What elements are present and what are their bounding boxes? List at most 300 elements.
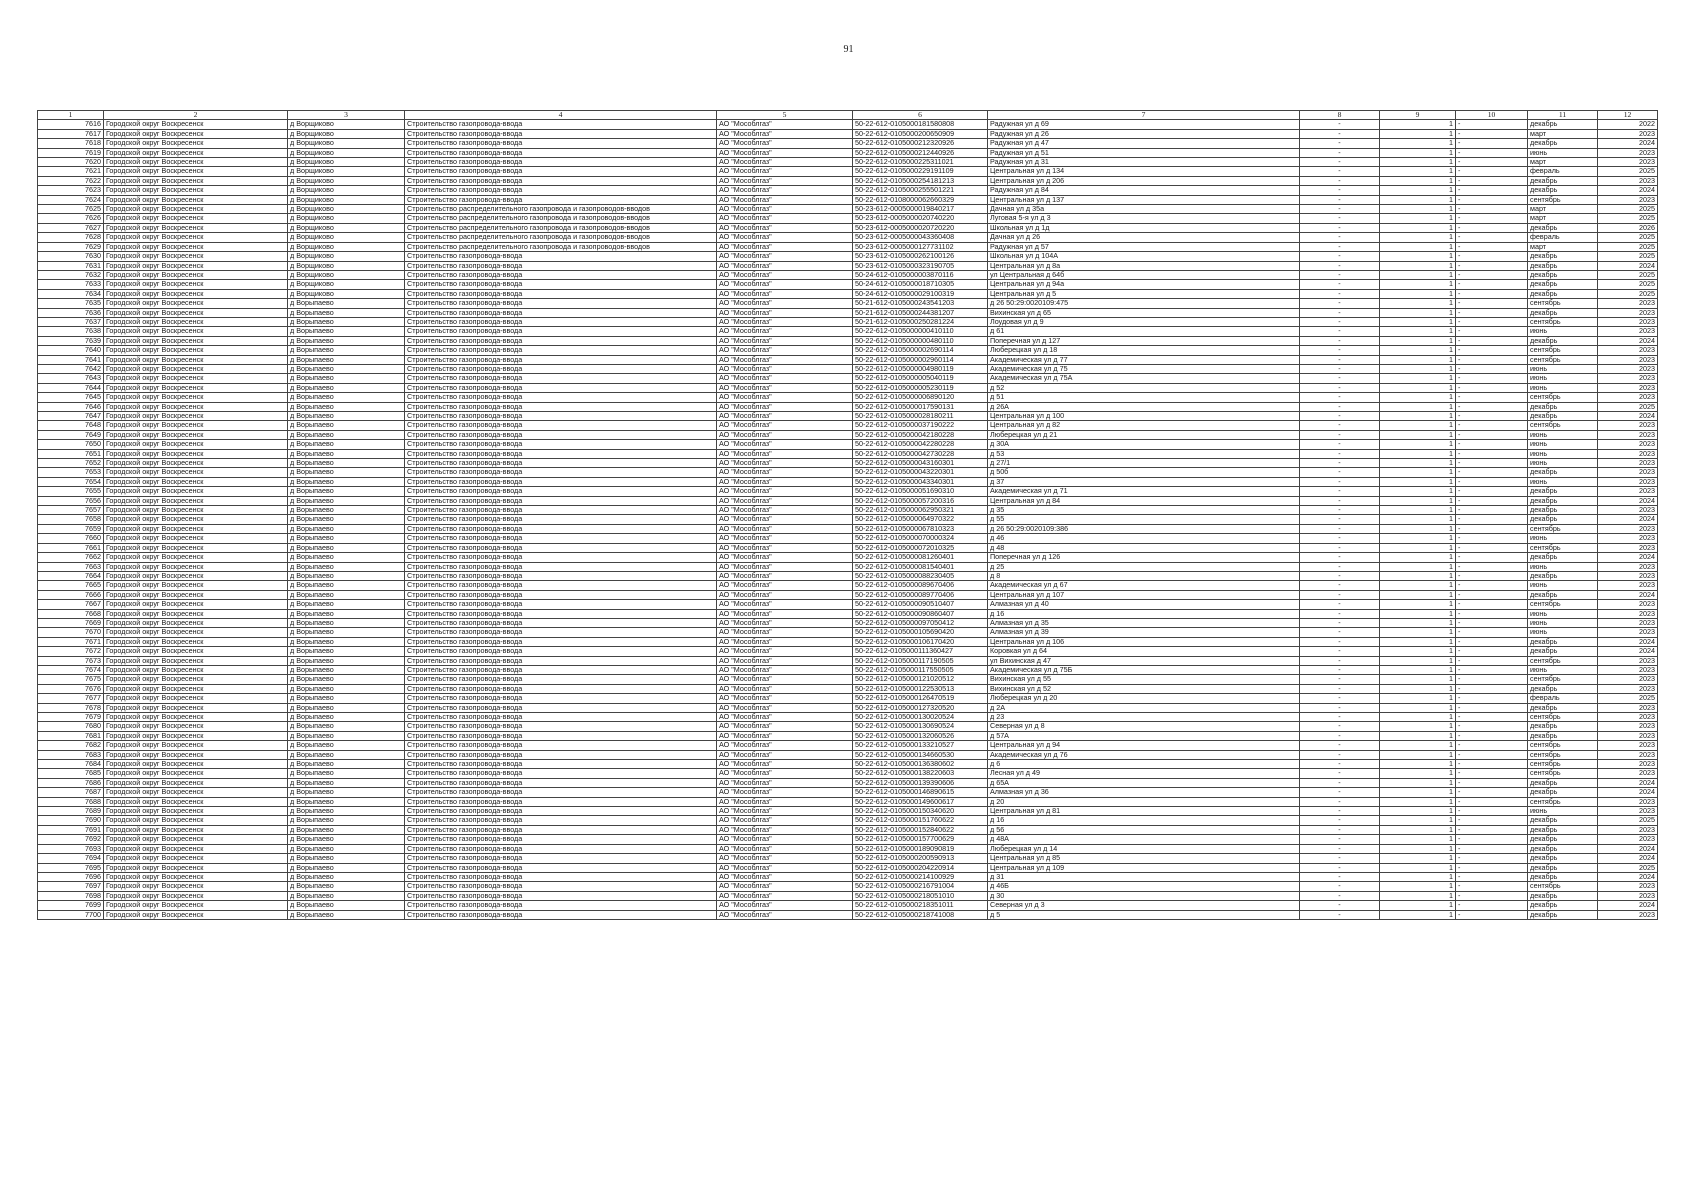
cell-quantity: 1 xyxy=(1380,684,1456,693)
cell-row-number: 7689 xyxy=(38,807,104,816)
cell-col-8: - xyxy=(1300,816,1380,825)
cell-settlement: д Ворыпаево xyxy=(288,656,405,665)
cell-municipality: Городской округ Воскресенск xyxy=(104,600,288,609)
table-row xyxy=(38,553,1658,562)
cell-organization: АО "Мособлгаз" xyxy=(717,553,853,562)
cell-col-10: - xyxy=(1456,186,1528,195)
registry-table xyxy=(37,110,1658,920)
cell-row-number: 7682 xyxy=(38,741,104,750)
cell-row-number: 7631 xyxy=(38,261,104,270)
cell-request-number: 50-22-612-0105000002960114 xyxy=(853,355,988,364)
cell-year: 2025 xyxy=(1598,280,1658,289)
table-row xyxy=(38,807,1658,816)
cell-settlement: д Ворщиково xyxy=(288,280,405,289)
cell-settlement: д Ворыпаево xyxy=(288,637,405,646)
cell-year: 2023 xyxy=(1598,430,1658,439)
cell-request-number: 50-22-612-0105000181580808 xyxy=(853,120,988,129)
cell-row-number: 7678 xyxy=(38,703,104,712)
table-row xyxy=(38,327,1658,336)
cell-settlement: д Ворщиково xyxy=(288,167,405,176)
cell-request-number: 50-22-612-0105000225311021 xyxy=(853,158,988,167)
cell-settlement: д Ворыпаево xyxy=(288,703,405,712)
cell-month: сентябрь xyxy=(1528,600,1598,609)
cell-quantity: 1 xyxy=(1380,299,1456,308)
cell-work-type: Строительство газопровода-ввода xyxy=(405,477,717,486)
cell-address: д 48 xyxy=(988,543,1300,552)
cell-request-number: 50-22-612-0105000117190505 xyxy=(853,656,988,665)
table-body xyxy=(38,120,1658,920)
cell-year: 2024 xyxy=(1598,412,1658,421)
table-row xyxy=(38,515,1658,524)
cell-col-10: - xyxy=(1456,506,1528,515)
cell-municipality: Городской округ Воскресенск xyxy=(104,374,288,383)
cell-request-number: 50-22-612-0105000216791004 xyxy=(853,882,988,891)
cell-year: 2023 xyxy=(1598,760,1658,769)
cell-month: март xyxy=(1528,205,1598,214)
cell-row-number: 7668 xyxy=(38,609,104,618)
cell-col-10: - xyxy=(1456,515,1528,524)
cell-settlement: д Ворыпаево xyxy=(288,750,405,759)
cell-col-8: - xyxy=(1300,195,1380,204)
cell-row-number: 7681 xyxy=(38,731,104,740)
cell-address: д 51 xyxy=(988,393,1300,402)
cell-row-number: 7630 xyxy=(38,252,104,261)
cell-municipality: Городской округ Воскресенск xyxy=(104,609,288,618)
cell-municipality: Городской округ Воскресенск xyxy=(104,722,288,731)
cell-organization: АО "Мособлгаз" xyxy=(717,797,853,806)
cell-address: Радужная ул д 69 xyxy=(988,120,1300,129)
cell-year: 2023 xyxy=(1598,346,1658,355)
cell-col-10: - xyxy=(1456,760,1528,769)
cell-year: 2024 xyxy=(1598,872,1658,881)
cell-quantity: 1 xyxy=(1380,346,1456,355)
cell-row-number: 7645 xyxy=(38,393,104,402)
cell-settlement: д Ворыпаево xyxy=(288,788,405,797)
cell-year: 2023 xyxy=(1598,703,1658,712)
cell-year: 2024 xyxy=(1598,139,1658,148)
cell-settlement: д Ворщиково xyxy=(288,233,405,242)
cell-month: июнь xyxy=(1528,440,1598,449)
cell-month: декабрь xyxy=(1528,506,1598,515)
cell-organization: АО "Мособлгаз" xyxy=(717,628,853,637)
cell-quantity: 1 xyxy=(1380,825,1456,834)
cell-municipality: Городской округ Воскресенск xyxy=(104,459,288,468)
cell-year: 2025 xyxy=(1598,205,1658,214)
table-row xyxy=(38,524,1658,533)
cell-month: декабрь xyxy=(1528,825,1598,834)
table-row xyxy=(38,665,1658,674)
cell-year: 2024 xyxy=(1598,844,1658,853)
cell-organization: АО "Мособлгаз" xyxy=(717,167,853,176)
cell-year: 2023 xyxy=(1598,308,1658,317)
cell-municipality: Городской округ Воскресенск xyxy=(104,750,288,759)
cell-municipality: Городской округ Воскресенск xyxy=(104,825,288,834)
cell-year: 2025 xyxy=(1598,242,1658,251)
cell-settlement: д Ворщиково xyxy=(288,139,405,148)
cell-month: сентябрь xyxy=(1528,195,1598,204)
cell-year: 2024 xyxy=(1598,637,1658,646)
cell-row-number: 7680 xyxy=(38,722,104,731)
cell-work-type: Строительство газопровода-ввода xyxy=(405,816,717,825)
cell-organization: АО "Мособлгаз" xyxy=(717,383,853,392)
cell-organization: АО "Мособлгаз" xyxy=(717,496,853,505)
cell-month: сентябрь xyxy=(1528,317,1598,326)
cell-address: ул Вихинская д 47 xyxy=(988,656,1300,665)
cell-quantity: 1 xyxy=(1380,647,1456,656)
cell-year: 2023 xyxy=(1598,355,1658,364)
cell-year: 2024 xyxy=(1598,496,1658,505)
cell-quantity: 1 xyxy=(1380,515,1456,524)
cell-col-8: - xyxy=(1300,854,1380,863)
cell-col-10: - xyxy=(1456,120,1528,129)
cell-address: д 46Б xyxy=(988,882,1300,891)
cell-settlement: д Ворыпаево xyxy=(288,506,405,515)
cell-year: 2023 xyxy=(1598,835,1658,844)
cell-month: декабрь xyxy=(1528,778,1598,787)
cell-address: Центральная ул д 206 xyxy=(988,176,1300,185)
cell-settlement: д Ворыпаево xyxy=(288,713,405,722)
cell-address: Школьная ул д 1д xyxy=(988,223,1300,232)
cell-col-8: - xyxy=(1300,590,1380,599)
table-row xyxy=(38,261,1658,270)
table-row xyxy=(38,430,1658,439)
cell-col-10: - xyxy=(1456,496,1528,505)
cell-work-type: Строительство газопровода-ввода xyxy=(405,524,717,533)
cell-work-type: Строительство газопровода-ввода xyxy=(405,139,717,148)
cell-col-10: - xyxy=(1456,459,1528,468)
cell-month: сентябрь xyxy=(1528,524,1598,533)
cell-request-number: 50-22-612-0108000062660329 xyxy=(853,195,988,204)
cell-month: июнь xyxy=(1528,364,1598,373)
cell-address: Поперечная ул д 127 xyxy=(988,336,1300,345)
cell-col-10: - xyxy=(1456,402,1528,411)
cell-request-number: 50-22-612-0105000212440926 xyxy=(853,148,988,157)
cell-work-type: Строительство газопровода-ввода xyxy=(405,553,717,562)
cell-col-10: - xyxy=(1456,139,1528,148)
cell-settlement: д Ворщиково xyxy=(288,158,405,167)
cell-work-type: Строительство газопровода-ввода xyxy=(405,393,717,402)
cell-organization: АО "Мособлгаз" xyxy=(717,233,853,242)
cell-row-number: 7665 xyxy=(38,581,104,590)
cell-year: 2023 xyxy=(1598,882,1658,891)
cell-row-number: 7698 xyxy=(38,891,104,900)
cell-organization: АО "Мособлгаз" xyxy=(717,760,853,769)
cell-month: декабрь xyxy=(1528,647,1598,656)
cell-municipality: Городской округ Воскресенск xyxy=(104,807,288,816)
cell-work-type: Строительство газопровода-ввода xyxy=(405,656,717,665)
cell-month: декабрь xyxy=(1528,336,1598,345)
cell-month: март xyxy=(1528,214,1598,223)
cell-organization: АО "Мособлгаз" xyxy=(717,402,853,411)
cell-col-10: - xyxy=(1456,440,1528,449)
cell-municipality: Городской округ Воскресенск xyxy=(104,910,288,919)
cell-year: 2023 xyxy=(1598,750,1658,759)
cell-year: 2023 xyxy=(1598,825,1658,834)
cell-quantity: 1 xyxy=(1380,863,1456,872)
cell-year: 2025 xyxy=(1598,214,1658,223)
cell-quantity: 1 xyxy=(1380,270,1456,279)
cell-organization: АО "Мособлгаз" xyxy=(717,807,853,816)
cell-request-number: 50-22-612-0105000005230119 xyxy=(853,383,988,392)
cell-row-number: 7690 xyxy=(38,816,104,825)
cell-col-8: - xyxy=(1300,807,1380,816)
cell-quantity: 1 xyxy=(1380,675,1456,684)
cell-municipality: Городской округ Воскресенск xyxy=(104,854,288,863)
cell-request-number: 50-22-612-0105000070000324 xyxy=(853,534,988,543)
table-row xyxy=(38,496,1658,505)
cell-month: декабрь xyxy=(1528,684,1598,693)
cell-year: 2023 xyxy=(1598,562,1658,571)
cell-row-number: 7640 xyxy=(38,346,104,355)
table-row xyxy=(38,694,1658,703)
cell-year: 2023 xyxy=(1598,534,1658,543)
cell-year: 2025 xyxy=(1598,252,1658,261)
cell-col-8: - xyxy=(1300,750,1380,759)
cell-request-number: 50-22-612-0105000200590913 xyxy=(853,854,988,863)
cell-municipality: Городской округ Воскресенск xyxy=(104,487,288,496)
table-row xyxy=(38,647,1658,656)
cell-work-type: Строительство газопровода-ввода xyxy=(405,788,717,797)
cell-month: декабрь xyxy=(1528,280,1598,289)
cell-col-8: - xyxy=(1300,252,1380,261)
cell-work-type: Строительство газопровода-ввода xyxy=(405,270,717,279)
cell-month: сентябрь xyxy=(1528,713,1598,722)
cell-work-type: Строительство распределительного газопровода и газопроводов-вводов xyxy=(405,233,717,242)
cell-organization: АО "Мособлгаз" xyxy=(717,741,853,750)
cell-organization: АО "Мособлгаз" xyxy=(717,214,853,223)
cell-year: 2023 xyxy=(1598,487,1658,496)
cell-row-number: 7644 xyxy=(38,383,104,392)
cell-address: Поперечная ул д 126 xyxy=(988,553,1300,562)
cell-col-10: - xyxy=(1456,261,1528,270)
cell-work-type: Строительство газопровода-ввода xyxy=(405,120,717,129)
cell-month: сентябрь xyxy=(1528,543,1598,552)
cell-municipality: Городской округ Воскресенск xyxy=(104,694,288,703)
cell-year: 2023 xyxy=(1598,543,1658,552)
cell-municipality: Городской округ Воскресенск xyxy=(104,355,288,364)
cell-work-type: Строительство газопровода-ввода xyxy=(405,872,717,881)
cell-year: 2023 xyxy=(1598,148,1658,157)
cell-address: Дачная ул д 35а xyxy=(988,205,1300,214)
cell-address: Центральная ул д 107 xyxy=(988,590,1300,599)
cell-work-type: Строительство газопровода-ввода xyxy=(405,713,717,722)
cell-work-type: Строительство распределительного газопровода и газопроводов-вводов xyxy=(405,223,717,232)
cell-col-10: - xyxy=(1456,308,1528,317)
cell-col-8: - xyxy=(1300,327,1380,336)
table-row xyxy=(38,656,1658,665)
cell-organization: АО "Мособлгаз" xyxy=(717,186,853,195)
cell-address: д 65А xyxy=(988,778,1300,787)
table-row xyxy=(38,618,1658,627)
cell-col-10: - xyxy=(1456,252,1528,261)
cell-row-number: 7662 xyxy=(38,553,104,562)
cell-col-10: - xyxy=(1456,703,1528,712)
cell-organization: АО "Мособлгаз" xyxy=(717,139,853,148)
cell-row-number: 7649 xyxy=(38,430,104,439)
cell-organization: АО "Мособлгаз" xyxy=(717,562,853,571)
cell-work-type: Строительство газопровода-ввода xyxy=(405,609,717,618)
cell-settlement: д Ворыпаево xyxy=(288,891,405,900)
cell-address: д 55 xyxy=(988,515,1300,524)
cell-col-10: - xyxy=(1456,487,1528,496)
cell-row-number: 7626 xyxy=(38,214,104,223)
cell-year: 2023 xyxy=(1598,449,1658,458)
table-row xyxy=(38,383,1658,392)
cell-settlement: д Ворыпаево xyxy=(288,581,405,590)
cell-organization: АО "Мособлгаз" xyxy=(717,195,853,204)
cell-row-number: 7653 xyxy=(38,468,104,477)
cell-row-number: 7671 xyxy=(38,637,104,646)
cell-organization: АО "Мособлгаз" xyxy=(717,430,853,439)
table-row xyxy=(38,186,1658,195)
cell-col-10: - xyxy=(1456,910,1528,919)
cell-settlement: д Ворыпаево xyxy=(288,317,405,326)
cell-work-type: Строительство газопровода-ввода xyxy=(405,571,717,580)
cell-organization: АО "Мособлгаз" xyxy=(717,722,853,731)
cell-month: декабрь xyxy=(1528,412,1598,421)
cell-work-type: Строительство газопровода-ввода xyxy=(405,910,717,919)
cell-col-8: - xyxy=(1300,176,1380,185)
cell-year: 2023 xyxy=(1598,722,1658,731)
cell-quantity: 1 xyxy=(1380,506,1456,515)
cell-col-8: - xyxy=(1300,778,1380,787)
cell-address: Алмазная ул д 39 xyxy=(988,628,1300,637)
cell-row-number: 7654 xyxy=(38,477,104,486)
cell-organization: АО "Мособлгаз" xyxy=(717,675,853,684)
cell-month: февраль xyxy=(1528,167,1598,176)
cell-address: Центральная ул д 137 xyxy=(988,195,1300,204)
cell-month: декабрь xyxy=(1528,901,1598,910)
cell-work-type: Строительство газопровода-ввода xyxy=(405,534,717,543)
cell-work-type: Строительство газопровода-ввода xyxy=(405,694,717,703)
cell-col-10: - xyxy=(1456,167,1528,176)
cell-organization: АО "Мособлгаз" xyxy=(717,600,853,609)
cell-settlement: д Ворыпаево xyxy=(288,468,405,477)
cell-work-type: Строительство газопровода-ввода xyxy=(405,807,717,816)
table-row xyxy=(38,872,1658,881)
cell-address: д 6 xyxy=(988,760,1300,769)
cell-year: 2023 xyxy=(1598,581,1658,590)
cell-municipality: Городской округ Воскресенск xyxy=(104,581,288,590)
cell-settlement: д Ворыпаево xyxy=(288,618,405,627)
cell-col-10: - xyxy=(1456,628,1528,637)
cell-year: 2023 xyxy=(1598,618,1658,627)
cell-address: Центральная ул д 5 xyxy=(988,289,1300,298)
cell-month: декабрь xyxy=(1528,703,1598,712)
cell-request-number: 50-22-612-0105000072010325 xyxy=(853,543,988,552)
cell-month: декабрь xyxy=(1528,120,1598,129)
cell-year: 2024 xyxy=(1598,553,1658,562)
cell-year: 2023 xyxy=(1598,299,1658,308)
cell-work-type: Строительство газопровода-ввода xyxy=(405,158,717,167)
cell-month: июнь xyxy=(1528,327,1598,336)
cell-organization: АО "Мособлгаз" xyxy=(717,506,853,515)
cell-settlement: д Ворщиково xyxy=(288,176,405,185)
table-row xyxy=(38,355,1658,364)
cell-address: д 48А xyxy=(988,835,1300,844)
cell-month: декабрь xyxy=(1528,891,1598,900)
cell-month: сентябрь xyxy=(1528,421,1598,430)
cell-settlement: д Ворыпаево xyxy=(288,778,405,787)
cell-col-10: - xyxy=(1456,571,1528,580)
cell-col-10: - xyxy=(1456,769,1528,778)
cell-request-number: 50-23-612-0005000019840217 xyxy=(853,205,988,214)
cell-quantity: 1 xyxy=(1380,261,1456,270)
cell-work-type: Строительство газопровода-ввода xyxy=(405,854,717,863)
table-row xyxy=(38,590,1658,599)
cell-col-8: - xyxy=(1300,882,1380,891)
cell-quantity: 1 xyxy=(1380,364,1456,373)
cell-row-number: 7648 xyxy=(38,421,104,430)
cell-col-10: - xyxy=(1456,205,1528,214)
cell-year: 2023 xyxy=(1598,713,1658,722)
cell-month: июнь xyxy=(1528,477,1598,486)
table-row xyxy=(38,797,1658,806)
cell-col-8: - xyxy=(1300,891,1380,900)
cell-col-8: - xyxy=(1300,863,1380,872)
cell-month: декабрь xyxy=(1528,553,1598,562)
cell-organization: АО "Мособлгаз" xyxy=(717,440,853,449)
cell-month: сентябрь xyxy=(1528,393,1598,402)
cell-request-number: 50-22-612-0105000005040119 xyxy=(853,374,988,383)
cell-month: декабрь xyxy=(1528,835,1598,844)
cell-col-10: - xyxy=(1456,430,1528,439)
cell-col-8: - xyxy=(1300,242,1380,251)
cell-work-type: Строительство газопровода-ввода xyxy=(405,308,717,317)
table-row xyxy=(38,120,1658,129)
cell-organization: АО "Мособлгаз" xyxy=(717,308,853,317)
cell-row-number: 7622 xyxy=(38,176,104,185)
cell-month: сентябрь xyxy=(1528,750,1598,759)
cell-month: сентябрь xyxy=(1528,882,1598,891)
cell-address: Радужная ул д 31 xyxy=(988,158,1300,167)
cell-quantity: 1 xyxy=(1380,459,1456,468)
cell-settlement: д Ворыпаево xyxy=(288,854,405,863)
cell-municipality: Городской округ Воскресенск xyxy=(104,703,288,712)
cell-request-number: 50-22-612-0105000000410110 xyxy=(853,327,988,336)
cell-request-number: 50-22-612-0105000218051010 xyxy=(853,891,988,900)
cell-col-8: - xyxy=(1300,270,1380,279)
cell-municipality: Городской округ Воскресенск xyxy=(104,506,288,515)
cell-quantity: 1 xyxy=(1380,412,1456,421)
cell-year: 2023 xyxy=(1598,628,1658,637)
cell-request-number: 50-22-612-0105000204220914 xyxy=(853,863,988,872)
cell-municipality: Городской округ Воскресенск xyxy=(104,553,288,562)
cell-organization: АО "Мособлгаз" xyxy=(717,816,853,825)
cell-year: 2023 xyxy=(1598,421,1658,430)
cell-request-number: 50-22-612-0105000149600617 xyxy=(853,797,988,806)
cell-quantity: 1 xyxy=(1380,477,1456,486)
cell-municipality: Городской округ Воскресенск xyxy=(104,421,288,430)
cell-settlement: д Ворыпаево xyxy=(288,882,405,891)
cell-col-8: - xyxy=(1300,665,1380,674)
cell-row-number: 7675 xyxy=(38,675,104,684)
cell-organization: АО "Мособлгаз" xyxy=(717,703,853,712)
cell-row-number: 7674 xyxy=(38,665,104,674)
cell-work-type: Строительство газопровода-ввода xyxy=(405,299,717,308)
cell-address: Вихинская ул д 52 xyxy=(988,684,1300,693)
col-header: 7 xyxy=(988,111,1300,120)
cell-address: д 61 xyxy=(988,327,1300,336)
cell-col-10: - xyxy=(1456,468,1528,477)
cell-col-10: - xyxy=(1456,289,1528,298)
cell-month: июнь xyxy=(1528,459,1598,468)
cell-municipality: Городской округ Воскресенск xyxy=(104,816,288,825)
cell-col-8: - xyxy=(1300,825,1380,834)
cell-settlement: д Ворыпаево xyxy=(288,524,405,533)
cell-settlement: д Ворщиково xyxy=(288,148,405,157)
cell-col-8: - xyxy=(1300,214,1380,223)
